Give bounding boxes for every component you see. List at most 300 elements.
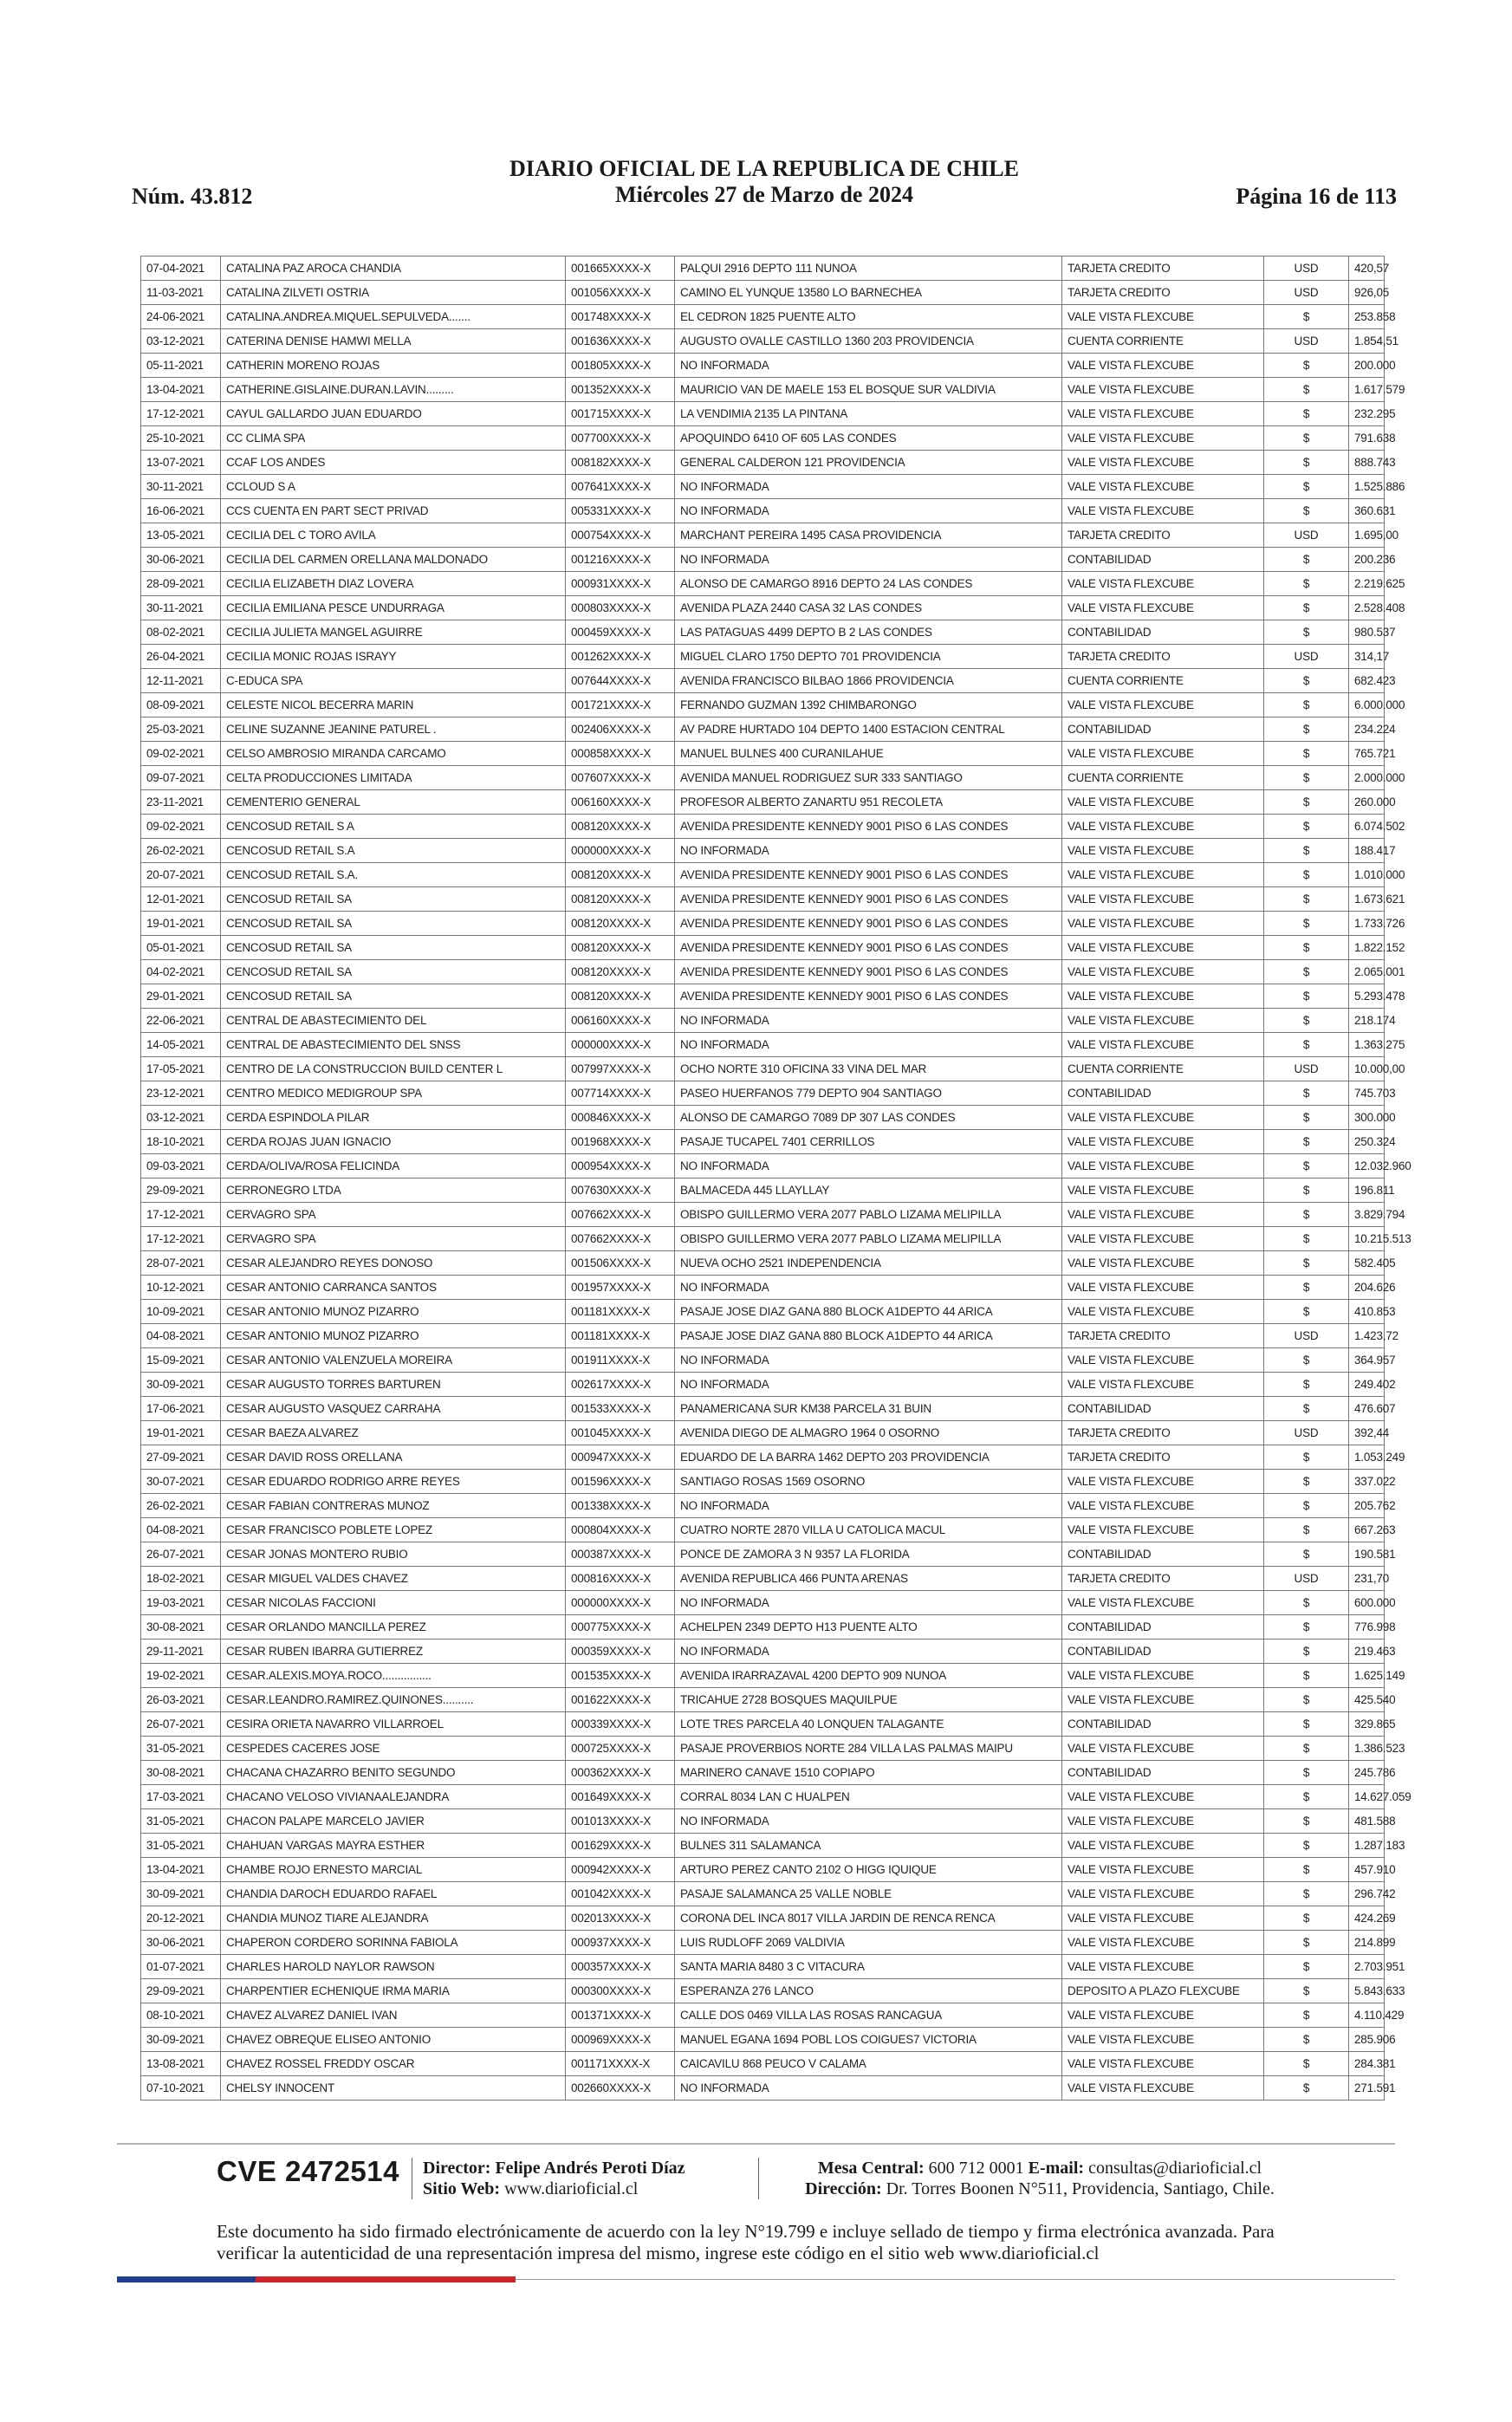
row-date: 30-08-2021 xyxy=(141,1615,221,1640)
row-name: CESAR AUGUSTO TORRES BARTUREN xyxy=(221,1373,566,1397)
accounts-table-body xyxy=(141,256,1411,2101)
table-row xyxy=(141,2052,1385,2076)
row-name: CHACON PALAPE MARCELO JAVIER xyxy=(221,1809,566,1834)
row-amount: 1.363.275 xyxy=(1349,1033,1385,1057)
website-label: Sitio Web: xyxy=(423,2179,501,2198)
row-address: ALONSO DE CAMARGO 8916 DEPTO 24 LAS CONDES xyxy=(675,572,1062,596)
row-name: CHAVEZ OBREQUE ELISEO ANTONIO xyxy=(221,2028,566,2052)
row-currency: USD xyxy=(1264,1324,1349,1348)
row-amount: 1.287.183 xyxy=(1349,1834,1385,1858)
row-address: SANTA MARIA 8480 3 C VITACURA xyxy=(675,1955,1062,1979)
row-product: TARJETA CREDITO xyxy=(1062,281,1264,305)
row-address: PASAJE TUCAPEL 7401 CERRILLOS xyxy=(675,1130,1062,1154)
row-rut: 000359XXXX-X xyxy=(566,1640,675,1664)
row-currency: $ xyxy=(1264,451,1349,475)
row-rut: 001056XXXX-X xyxy=(566,281,675,305)
row-amount: 1.673.621 xyxy=(1349,887,1385,912)
row-currency: $ xyxy=(1264,1470,1349,1494)
row-name: CHAMBE ROJO ERNESTO MARCIAL xyxy=(221,1858,566,1882)
row-currency: $ xyxy=(1264,1033,1349,1057)
row-amount: 1.525.886 xyxy=(1349,475,1385,499)
row-currency: $ xyxy=(1264,1737,1349,1761)
row-product: CONTABILIDAD xyxy=(1062,718,1264,742)
row-date: 28-09-2021 xyxy=(141,572,221,596)
row-address: PASAJE PROVERBIOS NORTE 284 VILLA LAS PALMAS MAIPU xyxy=(675,1737,1062,1761)
row-date: 07-04-2021 xyxy=(141,256,221,281)
row-currency: $ xyxy=(1264,1348,1349,1373)
row-amount: 234.224 xyxy=(1349,718,1385,742)
row-name: CHACANO VELOSO VIVIANAALEJANDRA xyxy=(221,1785,566,1809)
row-address: AV PADRE HURTADO 104 DEPTO 1400 ESTACION CENTRAL xyxy=(675,718,1062,742)
row-currency: $ xyxy=(1264,1445,1349,1470)
row-rut: 000754XXXX-X xyxy=(566,523,675,548)
row-currency: $ xyxy=(1264,305,1349,329)
row-amount: 6.000.000 xyxy=(1349,693,1385,718)
row-rut: 008120XXXX-X xyxy=(566,960,675,984)
row-date: 15-09-2021 xyxy=(141,1348,221,1373)
row-currency: $ xyxy=(1264,839,1349,863)
row-name: CESAR ANTONIO CARRANCA SANTOS xyxy=(221,1276,566,1300)
row-product: VALE VISTA FLEXCUBE xyxy=(1062,1931,1264,1955)
row-name: CESAR FRANCISCO POBLETE LOPEZ xyxy=(221,1518,566,1542)
row-amount: 424.269 xyxy=(1349,1906,1385,1931)
row-name: CESAR EDUARDO RODRIGO ARRE REYES xyxy=(221,1470,566,1494)
row-rut: 001171XXXX-X xyxy=(566,2052,675,2076)
row-address: NO INFORMADA xyxy=(675,1348,1062,1373)
row-product: VALE VISTA FLEXCUBE xyxy=(1062,2028,1264,2052)
row-address: NO INFORMADA xyxy=(675,1640,1062,1664)
row-name: CESAR ANTONIO VALENZUELA MOREIRA xyxy=(221,1348,566,1373)
row-amount: 1.617.579 xyxy=(1349,378,1385,402)
row-date: 17-12-2021 xyxy=(141,1203,221,1227)
flag-rule xyxy=(516,2279,1395,2280)
row-product: VALE VISTA FLEXCUBE xyxy=(1062,839,1264,863)
row-currency: $ xyxy=(1264,1251,1349,1276)
table-row xyxy=(141,1227,1385,1251)
row-date: 18-02-2021 xyxy=(141,1567,221,1591)
row-amount: 1.423,72 xyxy=(1349,1324,1385,1348)
row-product: VALE VISTA FLEXCUBE xyxy=(1062,572,1264,596)
table-row xyxy=(141,693,1385,718)
row-date: 01-07-2021 xyxy=(141,1955,221,1979)
row-product: VALE VISTA FLEXCUBE xyxy=(1062,1130,1264,1154)
table-row xyxy=(141,863,1385,887)
row-date: 24-06-2021 xyxy=(141,305,221,329)
row-name: C-EDUCA SPA xyxy=(221,669,566,693)
table-row xyxy=(141,718,1385,742)
row-name: CESAR RUBEN IBARRA GUTIERREZ xyxy=(221,1640,566,1664)
row-currency: USD xyxy=(1264,329,1349,354)
row-rut: 001665XXXX-X xyxy=(566,256,675,281)
row-currency: $ xyxy=(1264,960,1349,984)
row-currency: $ xyxy=(1264,1494,1349,1518)
row-currency: $ xyxy=(1264,2028,1349,2052)
mesa-label: Mesa Central: xyxy=(817,2159,925,2178)
row-date: 17-05-2021 xyxy=(141,1057,221,1081)
row-amount: 582.405 xyxy=(1349,1251,1385,1276)
website-link[interactable]: www.diarioficial.cl xyxy=(504,2179,639,2198)
row-rut: 000804XXXX-X xyxy=(566,1518,675,1542)
table-row xyxy=(141,1324,1385,1348)
table-row xyxy=(141,1688,1385,1712)
row-currency: $ xyxy=(1264,1640,1349,1664)
row-name: CENTRO MEDICO MEDIGROUP SPA xyxy=(221,1081,566,1106)
row-rut: 007997XXXX-X xyxy=(566,1057,675,1081)
row-date: 26-07-2021 xyxy=(141,1712,221,1737)
row-product: VALE VISTA FLEXCUBE xyxy=(1062,960,1264,984)
row-amount: 249.402 xyxy=(1349,1373,1385,1397)
row-product: VALE VISTA FLEXCUBE xyxy=(1062,402,1264,426)
row-currency: $ xyxy=(1264,2076,1349,2101)
row-amount: 296.742 xyxy=(1349,1882,1385,1906)
row-date: 17-03-2021 xyxy=(141,1785,221,1809)
row-product: VALE VISTA FLEXCUBE xyxy=(1062,1009,1264,1033)
row-rut: 000937XXXX-X xyxy=(566,1931,675,1955)
row-address: ARTURO PEREZ CANTO 2102 O HIGG IQUIQUE xyxy=(675,1858,1062,1882)
table-row xyxy=(141,1300,1385,1324)
row-date: 20-12-2021 xyxy=(141,1906,221,1931)
row-amount: 888.743 xyxy=(1349,451,1385,475)
row-date: 19-01-2021 xyxy=(141,912,221,936)
row-rut: 000931XXXX-X xyxy=(566,572,675,596)
row-currency: $ xyxy=(1264,620,1349,645)
row-rut: 001596XXXX-X xyxy=(566,1470,675,1494)
row-product: TARJETA CREDITO xyxy=(1062,256,1264,281)
row-date: 17-06-2021 xyxy=(141,1397,221,1421)
row-date: 28-07-2021 xyxy=(141,1251,221,1276)
row-date: 04-08-2021 xyxy=(141,1324,221,1348)
row-address: NO INFORMADA xyxy=(675,1009,1062,1033)
row-currency: $ xyxy=(1264,912,1349,936)
row-address: NO INFORMADA xyxy=(675,475,1062,499)
row-name: CECILIA EMILIANA PESCE UNDURRAGA xyxy=(221,596,566,620)
row-currency: $ xyxy=(1264,742,1349,766)
row-rut: 008120XXXX-X xyxy=(566,815,675,839)
row-rut: 008120XXXX-X xyxy=(566,912,675,936)
row-amount: 214.899 xyxy=(1349,1931,1385,1955)
row-date: 19-02-2021 xyxy=(141,1664,221,1688)
row-amount: 196.811 xyxy=(1349,1179,1385,1203)
row-name: CESAR ALEJANDRO REYES DONOSO xyxy=(221,1251,566,1276)
row-address: OBISPO GUILLERMO VERA 2077 PABLO LIZAMA MELIPILLA xyxy=(675,1203,1062,1227)
table-row xyxy=(141,1421,1385,1445)
row-name: CECILIA DEL C TORO AVILA xyxy=(221,523,566,548)
row-address: ESPERANZA 276 LANCO xyxy=(675,1979,1062,2003)
row-date: 13-08-2021 xyxy=(141,2052,221,2076)
row-amount: 745.703 xyxy=(1349,1081,1385,1106)
row-name: CESAR ANTONIO MUNOZ PIZARRO xyxy=(221,1324,566,1348)
row-amount: 337.022 xyxy=(1349,1470,1385,1494)
row-product: VALE VISTA FLEXCUBE xyxy=(1062,1154,1264,1179)
row-rut: 007662XXXX-X xyxy=(566,1227,675,1251)
row-rut: 007630XXXX-X xyxy=(566,1179,675,1203)
row-name: CESAR NICOLAS FACCIONI xyxy=(221,1591,566,1615)
row-date: 20-07-2021 xyxy=(141,863,221,887)
row-product: VALE VISTA FLEXCUBE xyxy=(1062,1033,1264,1057)
table-row xyxy=(141,1567,1385,1591)
row-rut: 000459XXXX-X xyxy=(566,620,675,645)
row-amount: 1.386.523 xyxy=(1349,1737,1385,1761)
row-currency: $ xyxy=(1264,354,1349,378)
row-product: TARJETA CREDITO xyxy=(1062,523,1264,548)
email-link[interactable]: consultas@diarioficial.cl xyxy=(1088,2159,1262,2178)
row-date: 30-08-2021 xyxy=(141,1761,221,1785)
row-date: 09-07-2021 xyxy=(141,766,221,790)
row-product: CONTABILIDAD xyxy=(1062,1712,1264,1737)
row-currency: $ xyxy=(1264,1931,1349,1955)
row-address: NO INFORMADA xyxy=(675,1494,1062,1518)
row-address: SANTIAGO ROSAS 1569 OSORNO xyxy=(675,1470,1062,1494)
table-row xyxy=(141,402,1385,426)
chile-flag-stripe xyxy=(117,2276,1395,2282)
row-currency: $ xyxy=(1264,1761,1349,1785)
row-name: CENCOSUD RETAIL S.A xyxy=(221,839,566,863)
table-row xyxy=(141,1809,1385,1834)
row-date: 31-05-2021 xyxy=(141,1737,221,1761)
row-currency: $ xyxy=(1264,1106,1349,1130)
row-product: TARJETA CREDITO xyxy=(1062,1421,1264,1445)
row-product: VALE VISTA FLEXCUBE xyxy=(1062,815,1264,839)
row-product: VALE VISTA FLEXCUBE xyxy=(1062,1737,1264,1761)
row-address: OBISPO GUILLERMO VERA 2077 PABLO LIZAMA MELIPILLA xyxy=(675,1227,1062,1251)
table-row xyxy=(141,887,1385,912)
row-amount: 200.000 xyxy=(1349,354,1385,378)
row-amount: 250.324 xyxy=(1349,1130,1385,1154)
row-currency: $ xyxy=(1264,1009,1349,1033)
row-product: VALE VISTA FLEXCUBE xyxy=(1062,1882,1264,1906)
row-name: CHAPERON CORDERO SORINNA FABIOLA xyxy=(221,1931,566,1955)
table-row xyxy=(141,1130,1385,1154)
row-name: CECILIA ELIZABETH DIAZ LOVERA xyxy=(221,572,566,596)
row-amount: 682.423 xyxy=(1349,669,1385,693)
row-address: LUIS RUDLOFF 2069 VALDIVIA xyxy=(675,1931,1062,1955)
row-rut: 002406XXXX-X xyxy=(566,718,675,742)
table-row xyxy=(141,1276,1385,1300)
row-product: CONTABILIDAD xyxy=(1062,1615,1264,1640)
row-product: VALE VISTA FLEXCUBE xyxy=(1062,2052,1264,2076)
row-rut: 001352XXXX-X xyxy=(566,378,675,402)
row-amount: 4.110.429 xyxy=(1349,2003,1385,2028)
row-amount: 1.822.152 xyxy=(1349,936,1385,960)
row-name: CESAR ORLANDO MANCILLA PEREZ xyxy=(221,1615,566,1640)
row-name: CENCOSUD RETAIL SA xyxy=(221,912,566,936)
row-rut: 001216XXXX-X xyxy=(566,548,675,572)
row-address: AVENIDA IRARRAZAVAL 4200 DEPTO 909 NUNOA xyxy=(675,1664,1062,1688)
row-amount: 329.865 xyxy=(1349,1712,1385,1737)
row-address: AVENIDA MANUEL RODRIGUEZ SUR 333 SANTIAGO xyxy=(675,766,1062,790)
row-date: 17-12-2021 xyxy=(141,402,221,426)
row-rut: 001013XXXX-X xyxy=(566,1809,675,1834)
row-product: VALE VISTA FLEXCUBE xyxy=(1062,1591,1264,1615)
row-address: PANAMERICANA SUR KM38 PARCELA 31 BUIN xyxy=(675,1397,1062,1421)
row-product: VALE VISTA FLEXCUBE xyxy=(1062,984,1264,1009)
row-name: CESIRA ORIETA NAVARRO VILLARROEL xyxy=(221,1712,566,1737)
row-name: CELTA PRODUCCIONES LIMITADA xyxy=(221,766,566,790)
row-name: CELESTE NICOL BECERRA MARIN xyxy=(221,693,566,718)
table-row xyxy=(141,669,1385,693)
row-address: EL CEDRON 1825 PUENTE ALTO xyxy=(675,305,1062,329)
row-product: VALE VISTA FLEXCUBE xyxy=(1062,1106,1264,1130)
row-name: CENTRO DE LA CONSTRUCCION BUILD CENTER L xyxy=(221,1057,566,1081)
row-product: VALE VISTA FLEXCUBE xyxy=(1062,1300,1264,1324)
row-currency: $ xyxy=(1264,1373,1349,1397)
row-rut: 000362XXXX-X xyxy=(566,1761,675,1785)
table-row xyxy=(141,815,1385,839)
row-rut: 000954XXXX-X xyxy=(566,1154,675,1179)
row-product: TARJETA CREDITO xyxy=(1062,1324,1264,1348)
row-name: CERDA ESPINDOLA PILAR xyxy=(221,1106,566,1130)
row-amount: 600.000 xyxy=(1349,1591,1385,1615)
row-name: CENCOSUD RETAIL SA xyxy=(221,887,566,912)
row-name: CCS CUENTA EN PART SECT PRIVAD xyxy=(221,499,566,523)
row-date: 13-04-2021 xyxy=(141,378,221,402)
row-address: FERNANDO GUZMAN 1392 CHIMBARONGO xyxy=(675,693,1062,718)
row-currency: $ xyxy=(1264,1081,1349,1106)
flag-blue-band xyxy=(117,2276,256,2282)
row-currency: USD xyxy=(1264,1421,1349,1445)
row-product: VALE VISTA FLEXCUBE xyxy=(1062,1785,1264,1809)
row-currency: $ xyxy=(1264,1834,1349,1858)
row-amount: 3.829.794 xyxy=(1349,1203,1385,1227)
row-address: AVENIDA PRESIDENTE KENNEDY 9001 PISO 6 LAS CONDES xyxy=(675,815,1062,839)
row-amount: 271.591 xyxy=(1349,2076,1385,2101)
row-rut: 006160XXXX-X xyxy=(566,1009,675,1033)
row-name: CELINE SUZANNE JEANINE PATUREL . xyxy=(221,718,566,742)
director-name: Felipe Andrés Peroti Díaz xyxy=(495,2159,685,2178)
row-name: CCLOUD S A xyxy=(221,475,566,499)
row-date: 04-02-2021 xyxy=(141,960,221,984)
row-rut: 001262XXXX-X xyxy=(566,645,675,669)
row-date: 10-12-2021 xyxy=(141,1276,221,1300)
row-name: CHANDIA MUNOZ TIARE ALEJANDRA xyxy=(221,1906,566,1931)
row-currency: $ xyxy=(1264,693,1349,718)
row-currency: $ xyxy=(1264,1615,1349,1640)
row-product: VALE VISTA FLEXCUBE xyxy=(1062,1348,1264,1373)
row-address: BALMACEDA 445 LLAYLLAY xyxy=(675,1179,1062,1203)
row-currency: $ xyxy=(1264,596,1349,620)
row-currency: $ xyxy=(1264,2052,1349,2076)
table-row xyxy=(141,2003,1385,2028)
row-amount: 392,44 xyxy=(1349,1421,1385,1445)
row-date: 25-03-2021 xyxy=(141,718,221,742)
row-amount: 218.174 xyxy=(1349,1009,1385,1033)
table-row xyxy=(141,1712,1385,1737)
table-row xyxy=(141,1373,1385,1397)
row-amount: 2.065.001 xyxy=(1349,960,1385,984)
row-name: CESAR ANTONIO MUNOZ PIZARRO xyxy=(221,1300,566,1324)
footer-director-block xyxy=(423,2158,685,2199)
row-currency: $ xyxy=(1264,475,1349,499)
row-currency: USD xyxy=(1264,281,1349,305)
row-amount: 205.762 xyxy=(1349,1494,1385,1518)
row-rut: 008120XXXX-X xyxy=(566,887,675,912)
row-date: 30-09-2021 xyxy=(141,1882,221,1906)
row-rut: 001649XXXX-X xyxy=(566,1785,675,1809)
row-amount: 765.721 xyxy=(1349,742,1385,766)
address-label: Dirección: xyxy=(805,2179,882,2198)
row-rut: 007607XXXX-X xyxy=(566,766,675,790)
row-currency: $ xyxy=(1264,1179,1349,1203)
row-currency: $ xyxy=(1264,1664,1349,1688)
row-amount: 364.957 xyxy=(1349,1348,1385,1373)
row-product: VALE VISTA FLEXCUBE xyxy=(1062,863,1264,887)
row-rut: 000858XXXX-X xyxy=(566,742,675,766)
row-address: MAURICIO VAN DE MAELE 153 EL BOSQUE SUR VALDIVIA xyxy=(675,378,1062,402)
row-currency: $ xyxy=(1264,1785,1349,1809)
row-name: CATHERIN MORENO ROJAS xyxy=(221,354,566,378)
row-address: ACHELPEN 2349 DEPTO H13 PUENTE ALTO xyxy=(675,1615,1062,1640)
row-amount: 2.000.000 xyxy=(1349,766,1385,790)
row-address: NO INFORMADA xyxy=(675,499,1062,523)
row-date: 19-01-2021 xyxy=(141,1421,221,1445)
row-rut: 001968XXXX-X xyxy=(566,1130,675,1154)
row-address: NO INFORMADA xyxy=(675,1154,1062,1179)
row-product: VALE VISTA FLEXCUBE xyxy=(1062,2003,1264,2028)
table-row xyxy=(141,1494,1385,1518)
table-row xyxy=(141,499,1385,523)
row-address: AVENIDA PLAZA 2440 CASA 32 LAS CONDES xyxy=(675,596,1062,620)
row-product: VALE VISTA FLEXCUBE xyxy=(1062,378,1264,402)
row-amount: 200.236 xyxy=(1349,548,1385,572)
row-address: NO INFORMADA xyxy=(675,354,1062,378)
row-date: 26-03-2021 xyxy=(141,1688,221,1712)
row-currency: $ xyxy=(1264,402,1349,426)
row-address: MIGUEL CLARO 1750 DEPTO 701 PROVIDENCIA xyxy=(675,645,1062,669)
table-row xyxy=(141,1979,1385,2003)
row-amount: 420,57 xyxy=(1349,256,1385,281)
row-name: CHAVEZ ROSSEL FREDDY OSCAR xyxy=(221,2052,566,2076)
row-currency: $ xyxy=(1264,669,1349,693)
row-address: EDUARDO DE LA BARRA 1462 DEPTO 203 PROVIDENCIA xyxy=(675,1445,1062,1470)
row-currency: $ xyxy=(1264,766,1349,790)
row-rut: 001533XXXX-X xyxy=(566,1397,675,1421)
row-amount: 776.998 xyxy=(1349,1615,1385,1640)
row-address: AVENIDA PRESIDENTE KENNEDY 9001 PISO 6 LAS CONDES xyxy=(675,912,1062,936)
row-date: 30-11-2021 xyxy=(141,596,221,620)
row-date: 07-10-2021 xyxy=(141,2076,221,2101)
row-amount: 425.540 xyxy=(1349,1688,1385,1712)
row-date: 03-12-2021 xyxy=(141,329,221,354)
table-row xyxy=(141,742,1385,766)
row-amount: 232.295 xyxy=(1349,402,1385,426)
row-product: VALE VISTA FLEXCUBE xyxy=(1062,693,1264,718)
publication-date: Miércoles 27 de Marzo de 2024 xyxy=(615,182,913,207)
table-row xyxy=(141,1154,1385,1179)
row-address: CUATRO NORTE 2870 VILLA U CATOLICA MACUL xyxy=(675,1518,1062,1542)
row-address: AVENIDA REPUBLICA 466 PUNTA ARENAS xyxy=(675,1567,1062,1591)
row-product: VALE VISTA FLEXCUBE xyxy=(1062,1809,1264,1834)
row-product: CONTABILIDAD xyxy=(1062,1761,1264,1785)
footer-divider xyxy=(117,2143,1395,2145)
table-row xyxy=(141,523,1385,548)
row-product: VALE VISTA FLEXCUBE xyxy=(1062,912,1264,936)
row-product: CONTABILIDAD xyxy=(1062,1640,1264,1664)
row-name: CENCOSUD RETAIL S.A. xyxy=(221,863,566,887)
row-date: 09-02-2021 xyxy=(141,815,221,839)
row-name: CENTRAL DE ABASTECIMIENTO DEL SNSS xyxy=(221,1033,566,1057)
row-address: MANUEL BULNES 400 CURANILAHUE xyxy=(675,742,1062,766)
table-row xyxy=(141,1081,1385,1106)
publication-title: DIARIO OFICIAL DE LA REPUBLICA DE CHILE xyxy=(509,156,1019,181)
row-amount: 1.053.249 xyxy=(1349,1445,1385,1470)
row-product: CONTABILIDAD xyxy=(1062,620,1264,645)
row-currency: $ xyxy=(1264,863,1349,887)
row-name: CECILIA DEL CARMEN ORELLANA MALDONADO xyxy=(221,548,566,572)
table-row xyxy=(141,1906,1385,1931)
row-date: 25-10-2021 xyxy=(141,426,221,451)
row-name: CCAF LOS ANDES xyxy=(221,451,566,475)
table-row xyxy=(141,475,1385,499)
